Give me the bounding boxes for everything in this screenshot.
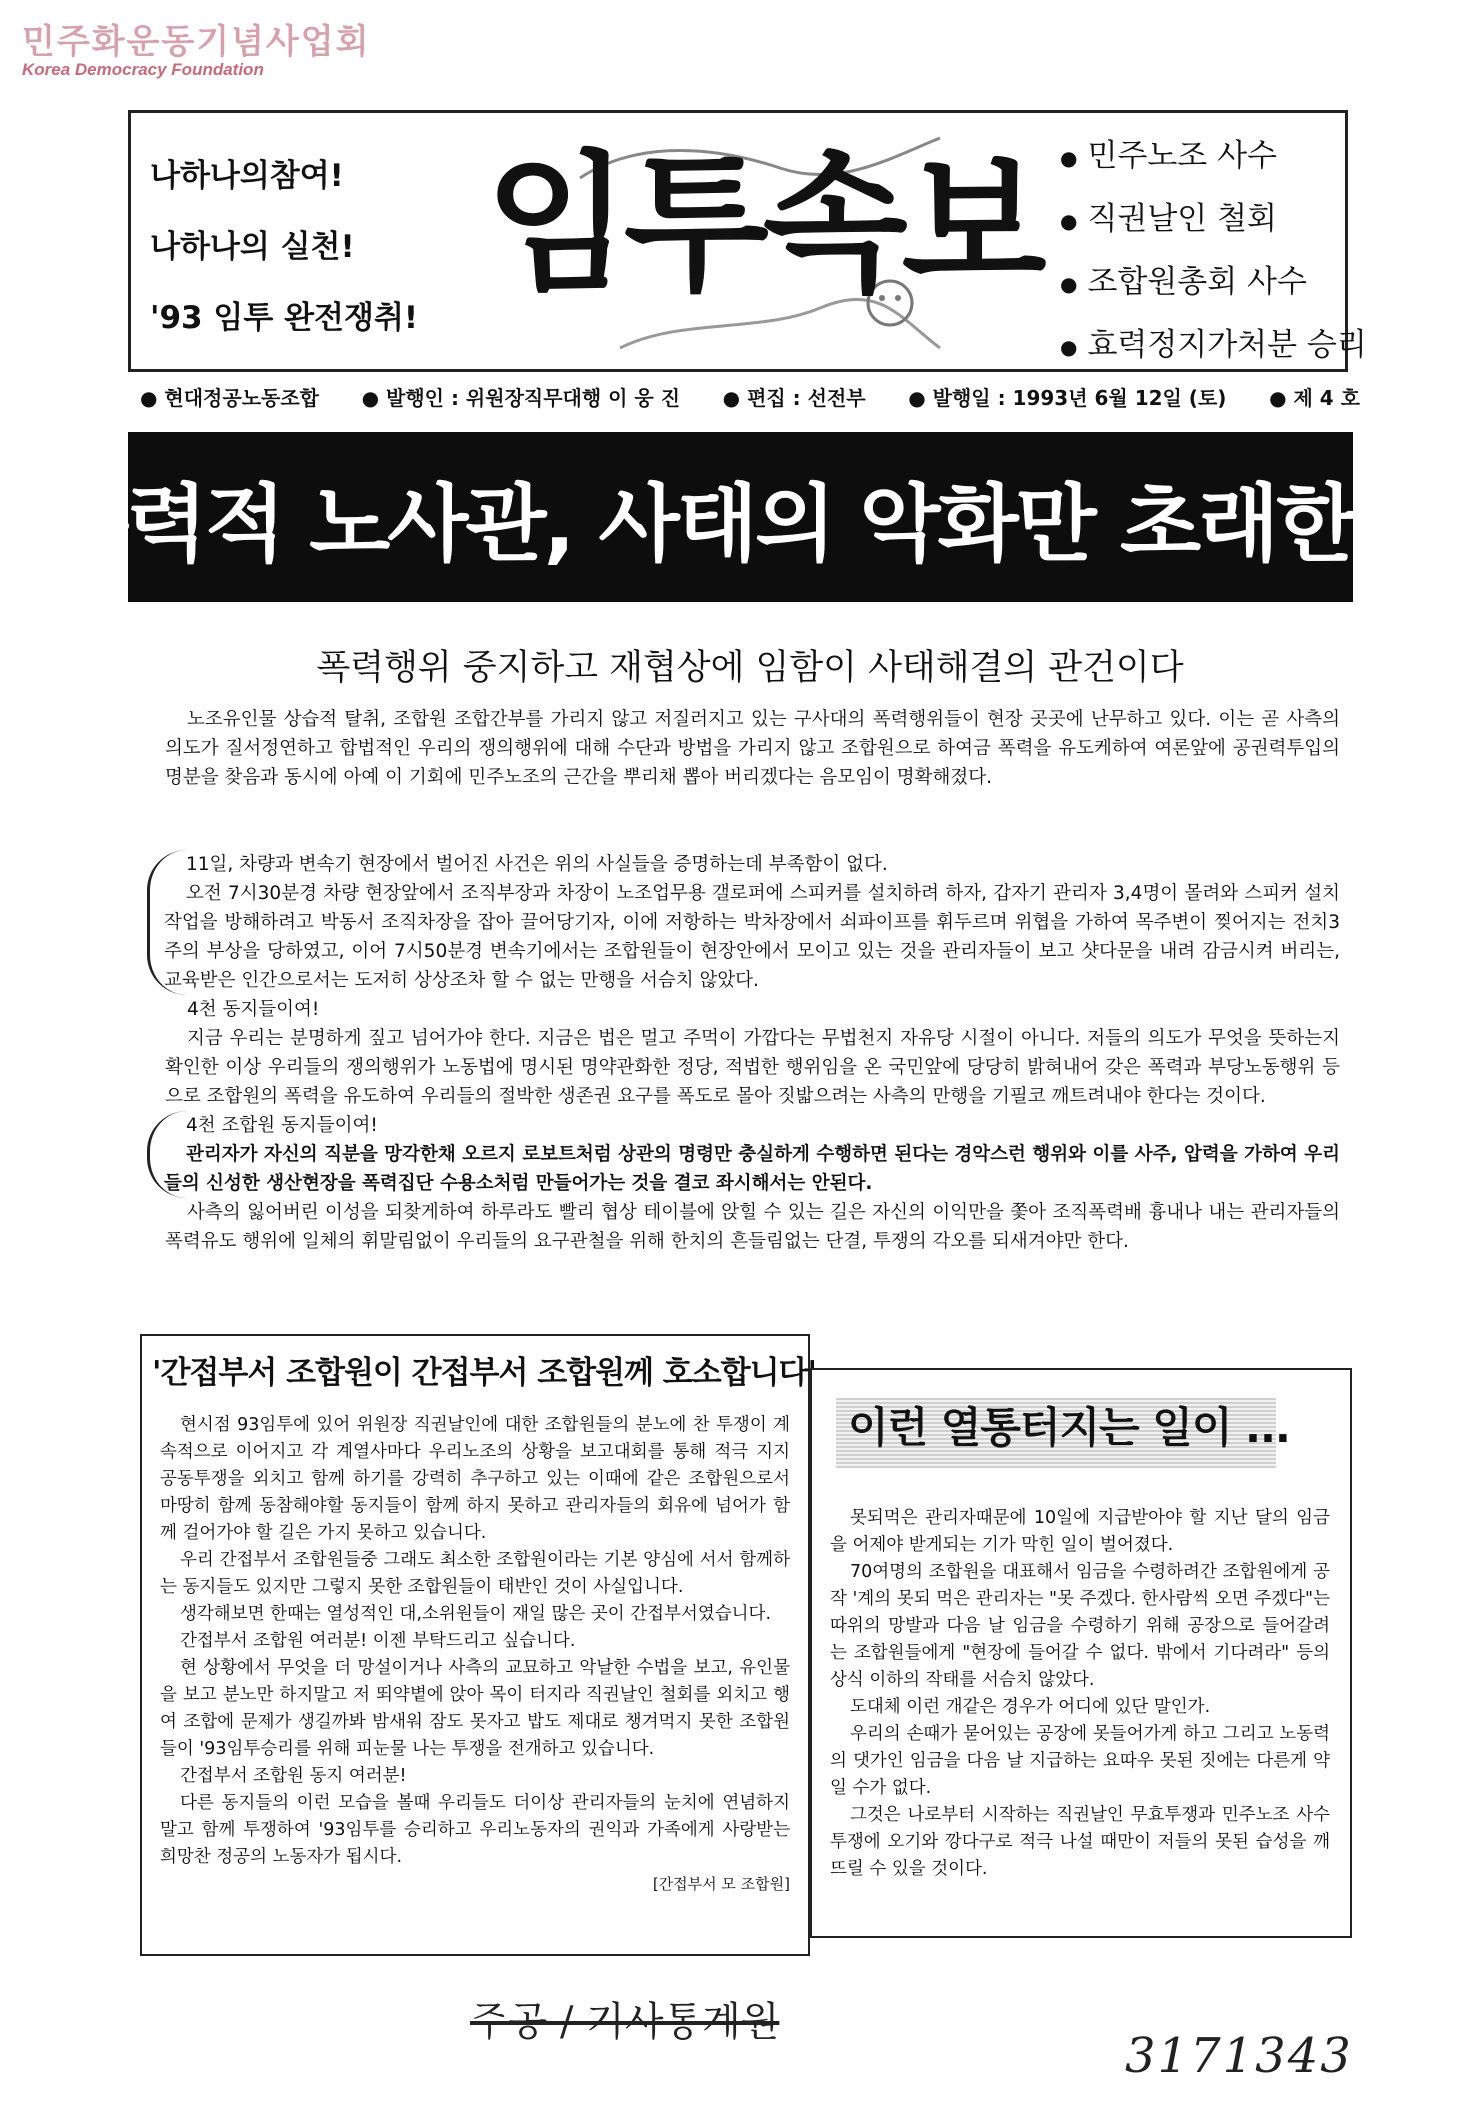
demand-item	[1060, 319, 1367, 364]
slogan-item: 나하나의 실천!	[150, 229, 355, 265]
article-paragraph: 관리자가 자신의 직분을 망각한채 오르지 로보트처럼 상관의 명령만 충실하게 수행하면 된다는 경악스런 행위와 이를 사주, 압력을 가하여 우리들의 신성한 생산현장을 폭력집단 수용소처럼 만들어가는 것을 결코 좌시해서는 안된다.	[164, 1144, 1340, 1194]
appeal-body	[160, 1412, 790, 1898]
handwritten-number: 3171343	[1125, 2028, 1353, 2084]
appeal-paragraph: 현시점 93임투에 있어 위원장 직권날인에 대한 조합원들의 분노에 찬 투쟁이 계속적으로 이어지고 각 계열사마다 우리노조의 상황을 보고대회를 통해 적극 지지 공동투쟁을 외치고 함께 하기를 강력히 추구하고 있는 이때에 같은 조합원으로서 마땅히 함께 동참해야할 동지들이 함께 하지 못하고 관리자들의 회유에 넘어가 함께 걸어가야 할 길은 가지 못하고 있습니다.	[160, 1415, 790, 1543]
article-section-1	[147, 850, 1340, 995]
bullet-icon: ●	[1060, 208, 1078, 233]
complaint-paragraph: 도대체 이런 개같은 경우가 어디에 있단 말인가.	[850, 1697, 1211, 1717]
demand-list	[1060, 130, 1367, 382]
complaint-paragraph: 우리의 손때가 묻어있는 공장에 못들어가게 하고 그리고 노동력의 댓가인 임금을 다음 날 지급하는 요따우 못된 짓에는 다른게 약일 수가 없다.	[830, 1724, 1330, 1798]
slogan-item: 나하나의참여!	[150, 158, 344, 194]
handwritten-note: 주공 / 기사통계원	[470, 1999, 780, 2045]
appeal-signature: [간접부서 모 조합원]	[652, 1875, 790, 1893]
complaint-title: 이런 열통터지는 일이 ...	[848, 1403, 1290, 1452]
article-paragraph: 4천 동지들이여!	[187, 999, 320, 1020]
appeal-paragraph: 현 상황에서 무엇을 더 망설이거나 사측의 교묘하고 악날한 수법을 보고, 유인물을 보고 분노만 하지말고 저 뙤약볕에 앉아 목이 터지라 직권날인 철회를 외치고 행여 조합에 문제가 생길까봐 밤새워 잠도 못자고 밥도 제대로 챙겨먹지 못한 조합원들이 '93임투승리를 위해 피눈물 나는 투쟁을 전개하고 있습니다.	[160, 1658, 790, 1759]
issue-number: ● 제 4 호	[1269, 386, 1360, 410]
demand-label: 효력정지가처분 승리	[1087, 327, 1367, 363]
appeal-title: '간접부서 조합원이 간접부서 조합원께 호소합니다'	[152, 1355, 817, 1391]
complaint-paragraph: 그것은 나로부터 시작하는 직권날인 무효투쟁과 민주노조 사수투쟁에 오기와 깡다구로 적극 나설 때만이 저들의 못된 습성을 깨뜨릴 수 있을 것이다.	[830, 1805, 1330, 1879]
demand-label: 조합원총회 사수	[1087, 264, 1307, 300]
intro-text: 노조유인물 상습적 탈취, 조합원 조합간부를 가리지 않고 저질러지고 있는 구사대의 폭력행위들이 현장 곳곳에 난무하고 있다. 이는 곧 사측의 의도가 질서정연하고 합법적인 우리의 쟁의행위에 대해 수단과 방법을 가리지 않고 조합원으로 하여금 폭력을 유도케하여 여론앞에 공권력투입의 명분을 찾음과 동시에 아예 이 기회에 민주노조의 근간을 뿌리채 뽑아 버리겠다는 음모임이 명확해졌다.	[165, 709, 1340, 788]
watermark-korean: 민주화운동기념사업회	[22, 22, 371, 62]
complaint-body	[830, 1505, 1330, 1883]
appeal-paragraph: 우리 간접부서 조합원들중 그래도 최소한 조합원이라는 기본 양심에 서서 함께하는 동지들도 있지만 그렇지 못한 조합원들이 태반인 것이 사실입니다.	[160, 1550, 790, 1597]
complaint-paragraph: 못되먹은 관리자때문에 10일에 지급받아야 할 지난 달의 임금을 어제야 받게되는 기가 막힌 일이 벌어졌다.	[830, 1508, 1330, 1555]
publish-date: ● 발행일 : 1993년 6월 12일 (토)	[908, 386, 1227, 410]
publication-info-bar	[140, 382, 1360, 411]
demand-item	[1060, 130, 1360, 175]
bullet-icon: ●	[1060, 271, 1078, 296]
article-paragraph: 사측의 잃어버린 이성을 되찾게하여 하루라도 빨리 협상 테이블에 앉힐 수 있는 길은 자신의 이익만을 쫓아 조직폭력배 흉내나 내는 관리자들의 폭력유도 행위에 일체의 휘말림없이 우리들의 요구관철을 위해 한치의 흔들림없는 단결, 투쟁의 각오를 되새겨야만 한다.	[165, 1202, 1340, 1252]
demand-item	[1060, 193, 1360, 238]
appeal-paragraph: 간접부서 조합원 동지 여러분!	[180, 1766, 407, 1786]
slogan-list	[150, 150, 450, 363]
demand-label: 민주노조 사수	[1087, 138, 1277, 174]
article-paragraph: 11일, 차량과 변속기 현장에서 벌어진 사건은 위의 사실들을 증명하는데 부족함이 없다.	[186, 854, 888, 875]
headline: 폭력적 노사관, 사태의 악화만 초래한다	[48, 474, 1433, 573]
slogan-item: '93 임투 완전쟁취!	[150, 300, 419, 336]
article-body	[165, 850, 1340, 1256]
appeal-paragraph: 생각해보면 한때는 열성적인 대,소위원들이 재일 많은 곳이 간접부서였습니다.	[180, 1604, 772, 1624]
newspaper-title: 임투속보	[485, 138, 1041, 312]
demand-label: 직권날인 철회	[1087, 201, 1277, 237]
bullet-icon: ●	[1060, 334, 1078, 359]
article-section-2	[147, 1111, 1340, 1198]
watermark-english: Korea Democracy Foundation	[22, 60, 264, 79]
publisher: ● 발행인 : 위원장직무대행 이 웅 진	[361, 386, 681, 410]
intro-paragraph	[165, 705, 1340, 792]
appeal-paragraph: 다른 동지들의 이런 모습을 볼때 우리들도 더이상 관리자들의 눈치에 연념하지 말고 함께 투쟁하여 '93임투를 승리하고 우리노동자의 권익과 가족에게 사랑받는 희망찬 정공의 노동자가 됩시다.	[160, 1793, 790, 1867]
article-paragraph: 지금 우리는 분명하게 짚고 넘어가야 한다. 지금은 법은 멀고 주먹이 가깝다는 무법천지 자유당 시절이 아니다. 저들의 의도가 무엇을 뜻하는지 확인한 이상 우리들의 쟁의행위가 노동법에 명시된 명약관화한 정당, 적법한 행위임을 온 국민앞에 당당히 밝혀내어 갖은 폭력과 부당노동행위 등으로 조합원의 폭력을 유도하여 우리들의 절박한 생존권 요구를 폭도로 몰아 짓밟으려는 사측의 만행을 기필코 깨트려내야 한다는 것이다.	[165, 1028, 1340, 1107]
union-name: ● 현대정공노동조합	[140, 386, 319, 410]
editor: ● 편집 : 선전부	[722, 386, 866, 410]
article-paragraph: 오전 7시30분경 차량 현장앞에서 조직부장과 차장이 노조업무용 갤로퍼에 스피커를 설치하려 하자, 갑자기 관리자 3,4명이 몰려와 스피커 설치작업을 방해하려고 박동서 조직차장을 잡아 끌어당기자, 이에 저항하는 박차장에서 쇠파이프를 휘두르며 위협을 가하여 목주변이 찢어지는 전치3주의 부상을 당하였고, 이어 7시50분경 변속기에서는 조합원들이 현장안에서 모이고 있는 것을 관리자들이 보고 샷다문을 내려 감금시켜 버리는, 교육받은 인간으로서는 도저히 상상조차 할 수 없는 만행을 서슴치 않았다.	[164, 883, 1340, 991]
appeal-paragraph: 간접부서 조합원 여러분! 이젠 부탁드리고 싶습니다.	[180, 1631, 576, 1651]
article-paragraph: 4천 조합원 동지들이여!	[186, 1115, 378, 1136]
complaint-paragraph: 70여명의 조합원을 대표해서 임금을 수령하려간 조합원에게 공작 '계의 못되 먹은 관리자는 "못 주겠다. 한사람씩 오면 주겠다"는 따위의 망발과 다음 날 임금을 수령하기 위해 공장으로 들어갈려는 조합원들에게 "현장에 들어갈 수 없다. 밖에서 기다려라" 등의 상식 이하의 작태를 서슴치 않았다.	[830, 1562, 1330, 1690]
subheadline: 폭력행위 중지하고 재협상에 임함이 사태해결의 관건이다	[316, 648, 1184, 688]
demand-item	[1060, 256, 1360, 301]
bullet-icon: ●	[1060, 145, 1078, 170]
